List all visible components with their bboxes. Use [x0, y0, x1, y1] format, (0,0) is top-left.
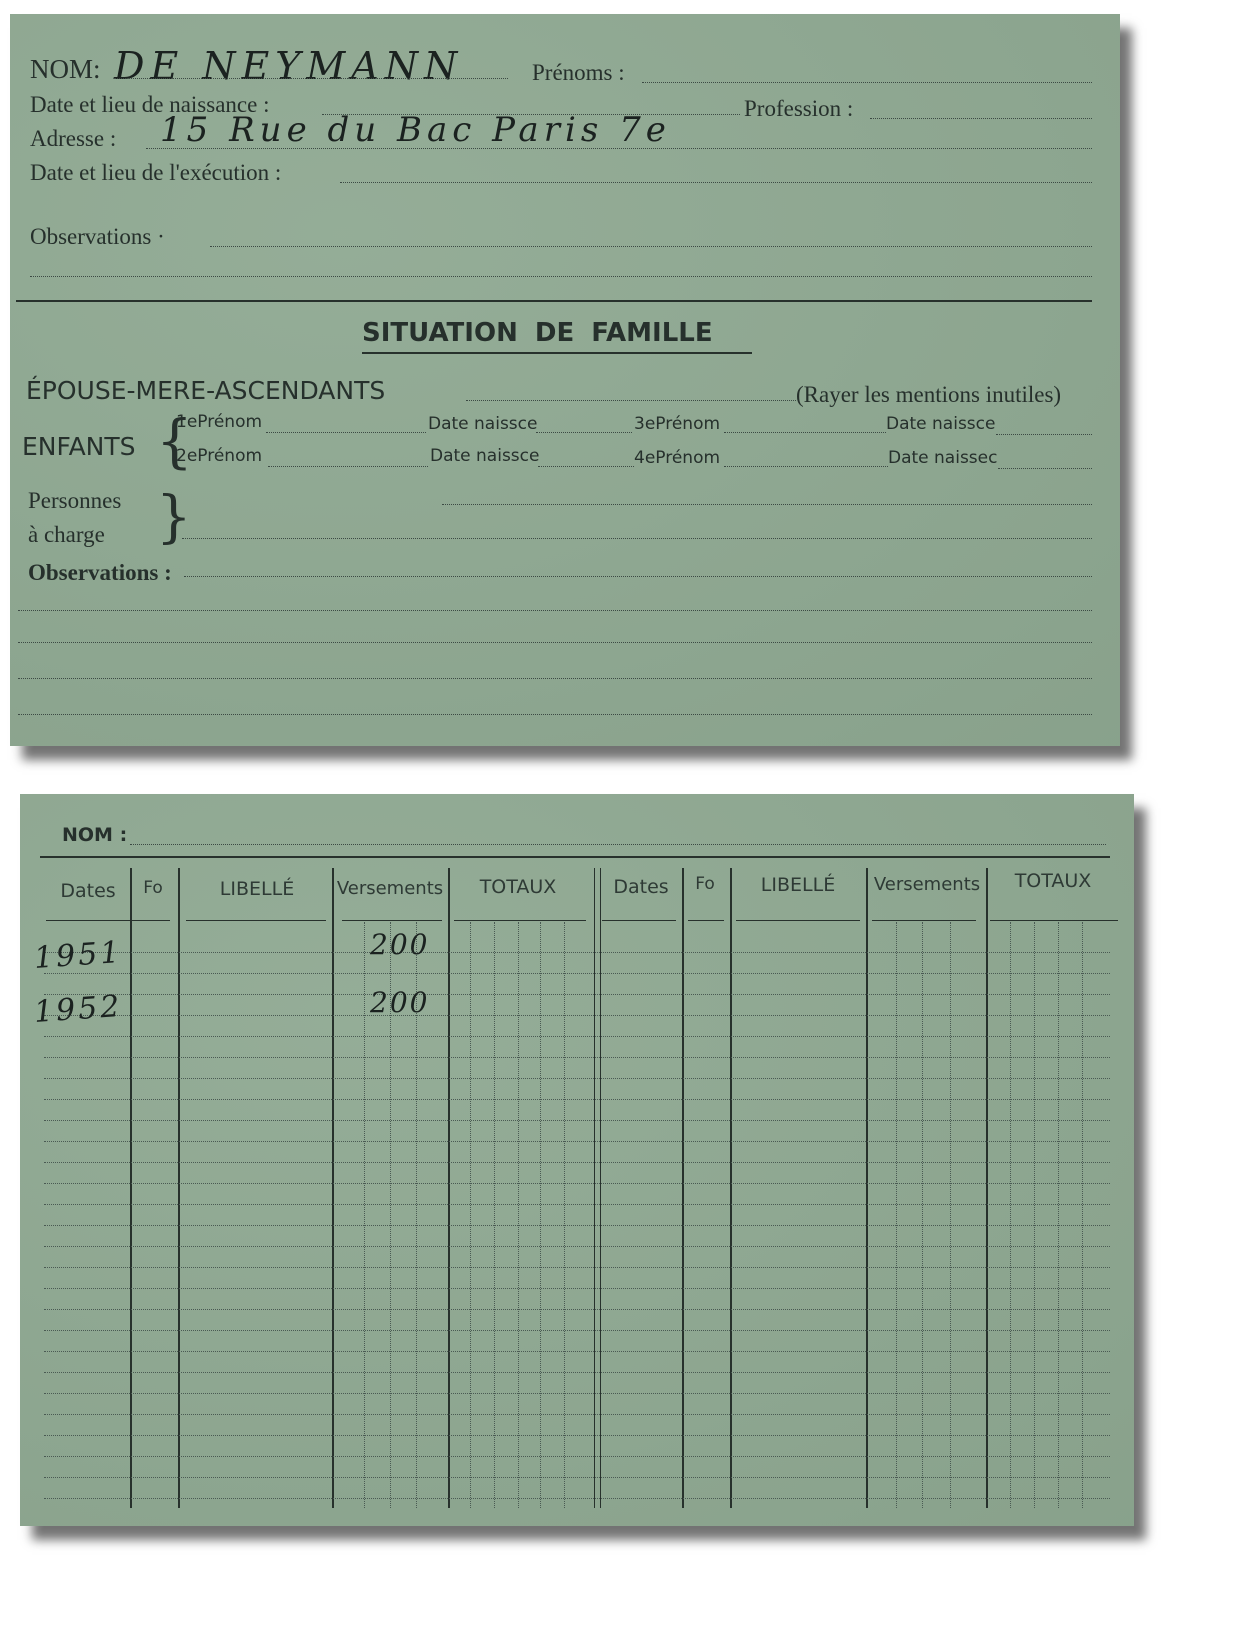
observations2-line-4: [18, 678, 1092, 679]
ledger-column-rule: [682, 868, 684, 1508]
adresse-line: [146, 148, 1092, 149]
versements-subcolumn: [922, 922, 923, 1508]
header-underline: [990, 920, 1118, 921]
totaux-subcolumn: [470, 922, 471, 1508]
header-versements-1: Versements: [336, 878, 444, 899]
header-libelle-1: LIBELLÉ: [219, 878, 295, 900]
header-underline: [46, 920, 146, 921]
nom-value: DE NEYMANN: [114, 44, 464, 88]
adresse-label: Adresse :: [30, 126, 117, 151]
enfant-3-line: [724, 432, 886, 433]
personnes-label-1: Personnes: [28, 488, 122, 513]
header-underline: [872, 920, 976, 921]
entry-1-versement: 200: [370, 928, 430, 961]
header-underline: [134, 920, 170, 921]
profession-label: Profession :: [744, 96, 854, 121]
front-divider: [16, 300, 1092, 302]
execution-label: Date et lieu de l'exécution :: [30, 160, 282, 185]
totaux-subcolumn: [494, 922, 495, 1508]
ledger-column-rule: [448, 868, 450, 1508]
header-underline: [688, 920, 724, 921]
header-underline: [186, 920, 326, 921]
totaux-subcolumn: [518, 922, 519, 1508]
observations2-line-1: [184, 576, 1092, 577]
entry-1-date: 1951: [32, 934, 124, 977]
header-underline: [342, 920, 442, 921]
header-versements-2: Versements: [873, 874, 981, 895]
epouse-label: ÉPOUSE-MERE-ASCENDANTS: [26, 376, 386, 405]
header-underline: [602, 920, 676, 921]
observations2-line-2: [18, 610, 1092, 611]
front-card: [10, 14, 1120, 746]
header-fo-2: Fo: [695, 874, 715, 894]
enfant-4-date-label: Date naissec: [888, 448, 998, 468]
enfant-1-date-label: Date naissce: [428, 414, 538, 434]
personnes-line-1: [442, 504, 1092, 505]
enfant-4-line: [724, 466, 888, 467]
enfant-2-prenom-label: 2ePrénom: [176, 446, 263, 466]
totaux-subcolumn: [1082, 922, 1083, 1508]
observations2-line-5: [18, 714, 1092, 715]
totaux-subcolumn: [1010, 922, 1011, 1508]
versements-subcolumn: [950, 922, 951, 1508]
personnes-brace: }: [156, 485, 192, 550]
ledger-column-rule: [600, 868, 601, 1508]
enfant-1-date-line: [536, 432, 632, 433]
ledger-column-rule: [130, 868, 132, 1508]
observations-line-2: [30, 276, 1092, 277]
enfant-1-line: [266, 432, 426, 433]
situation-title: SITUATION DE FAMILLE: [362, 318, 713, 348]
ledger-column-rule: [594, 868, 595, 1508]
ledger-column-rule: [730, 868, 732, 1508]
enfants-label: ENFANTS: [22, 432, 136, 461]
header-totaux-1: TOTAUX: [479, 876, 557, 898]
observations-label: Observations ·: [30, 224, 165, 249]
execution-line: [340, 182, 1092, 183]
header-totaux-2: TOTAUX: [1014, 870, 1092, 892]
ledger-column-rule: [332, 868, 334, 1508]
enfant-3-date-line: [996, 434, 1092, 435]
prenoms-line: [642, 82, 1092, 83]
situation-underline: [362, 352, 752, 354]
enfant-2-date-line: [538, 466, 634, 467]
enfant-2-date-label: Date naissce: [430, 446, 540, 466]
epouse-line: [466, 400, 796, 401]
personnes-line-2: [182, 538, 1092, 539]
ledger-grid: [20, 794, 1134, 1526]
enfant-3-prenom-label: 3ePrénom: [634, 414, 721, 434]
versements-subcolumn: [364, 922, 365, 1508]
profession-line: [870, 118, 1092, 119]
naissance-label: Date et lieu de naissance :: [30, 92, 270, 117]
totaux-subcolumn: [564, 922, 565, 1508]
ledger-column-rule: [986, 868, 988, 1508]
nom-line: [114, 78, 508, 79]
ledger-column-rule: [866, 868, 868, 1508]
observations2-line-3: [18, 642, 1092, 643]
back-card: [20, 794, 1134, 1526]
totaux-subcolumn: [1058, 922, 1059, 1508]
entry-2-versement: 200: [370, 986, 430, 1019]
header-fo-1: Fo: [143, 878, 163, 898]
observations-line-1: [210, 246, 1092, 247]
adresse-value: 15 Rue du Bac Paris 7e: [160, 110, 671, 150]
rayer-label: (Rayer les mentions inutiles): [796, 382, 1062, 407]
prenoms-label: Prénoms :: [532, 60, 625, 85]
enfant-1-prenom-label: 1ePrénom: [176, 412, 263, 432]
versements-subcolumn: [896, 922, 897, 1508]
ledger-column-rule: [178, 868, 180, 1508]
enfant-4-date-line: [998, 468, 1092, 469]
totaux-subcolumn: [1034, 922, 1035, 1508]
enfant-4-prenom-label: 4ePrénom: [634, 448, 721, 468]
header-libelle-2: LIBELLÉ: [760, 874, 836, 896]
header-dates-2: Dates: [613, 876, 669, 898]
nom-label: NOM:: [30, 54, 101, 84]
header-dates-1: Dates: [60, 880, 116, 902]
back-nom-label: NOM :: [62, 824, 128, 846]
personnes-label-2: à charge: [28, 522, 105, 547]
header-underline: [454, 920, 586, 921]
enfant-3-date-label: Date naissce: [886, 414, 996, 434]
entry-2-date: 1952: [32, 988, 124, 1031]
header-underline: [736, 920, 860, 921]
observations2-label: Observations :: [28, 560, 172, 585]
enfants-brace: {: [156, 407, 193, 475]
totaux-subcolumn: [540, 922, 541, 1508]
enfant-2-line: [268, 466, 428, 467]
